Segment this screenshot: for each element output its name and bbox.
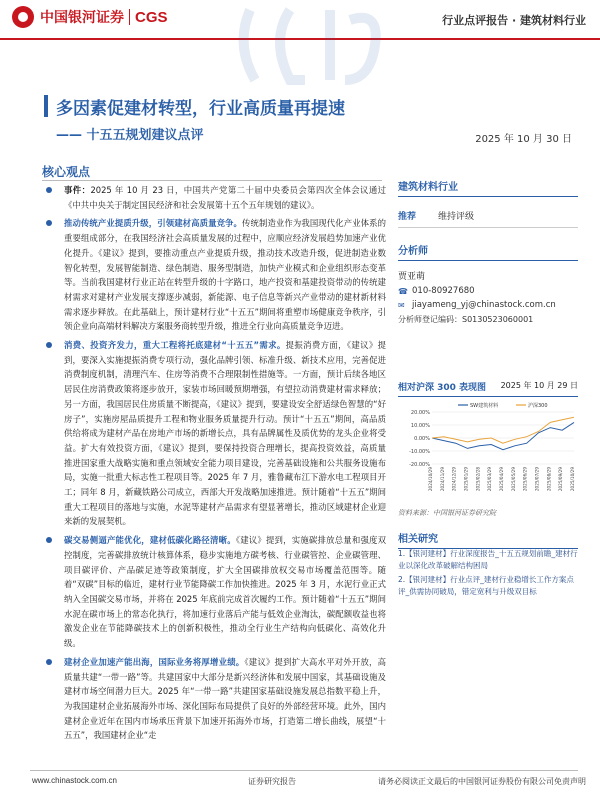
paragraph-text: 传统制造业作为我国现代化产业体系的重要组成部分，在我国经济社会高质量发展的过程中，应顺应经济发展趋势加速产业优化提升。《建议》提到，要推动重点产业提质升级，推动技术改造升级，促进制造业数智化转型，发展智能制造、绿色制造、服务型制造，加快产业模式和企业组织形态变革等。当前我国建材行业正站在转型升级的十字路口，地产投资和基建投资带动的传统建材需求对建材产业发展支撑逐步减弱，新能源、电子信息等新兴产业带动的建材新材料需求逐步释放。在此基础上，预计建材行业“十五五”期间将重塑市场健康竞争秩序，引领企业向高端材料解决方案服务商转型升级，推进全行业向高质量竞争迈进。: [64, 218, 387, 332]
chart-x-tick-label: 2025/07/29: [534, 467, 540, 492]
paragraph-lead: 消费、投资齐发力，重大工程将托底建材“十五五”需求。: [64, 340, 286, 351]
related-heading: 相关研究: [398, 530, 578, 549]
analyst-email[interactable]: jiayameng_yj@chinastock.com.cn: [412, 300, 556, 310]
core-view-body: [42, 183, 386, 747]
chart-x-tick-label: 2024/12/29: [451, 467, 457, 492]
logo-separator: [129, 9, 130, 25]
chart-x-tick-label: 2025/08/29: [546, 467, 552, 492]
chart-date: 2025 年 10 月 29 日: [500, 381, 578, 390]
related-list: [398, 548, 580, 600]
rating-row: [398, 203, 578, 228]
industry-heading: 建筑材料行业: [398, 178, 578, 197]
email-icon: ✉: [398, 300, 405, 310]
related-item[interactable]: 1.【银河建材】行业深度报告_十五五规划前瞻_建材行业以深化改革破解结构困局: [398, 549, 578, 570]
related-item[interactable]: 2.【银河建材】行业点评_建材行业稳增长工作方案点评_供需协同破局，错定宽利与升级双目标: [398, 575, 574, 596]
title-accent-bar: [44, 95, 48, 117]
core-view-heading: 核心观点: [42, 165, 91, 179]
rating-value: 维持评级: [438, 212, 475, 222]
rating-label: 推荐: [398, 212, 417, 222]
company-logo: [12, 6, 168, 28]
core-paragraph: [42, 338, 386, 529]
chart-x-tick-label: 2025/01/29: [463, 467, 469, 492]
core-paragraph: [42, 655, 386, 743]
footer-divider: [30, 770, 578, 771]
chart-x-tick-label: 2025/04/29: [499, 467, 504, 492]
core-paragraph: [42, 216, 386, 334]
chart-x-tick-label: 2025/02/28: [475, 467, 481, 492]
chart-x-tick-label: 2025/05/29: [510, 467, 516, 492]
brand-en: CGS: [135, 8, 168, 26]
chart-header: [398, 380, 578, 397]
footer-website[interactable]: www.chinastock.com.cn: [32, 776, 117, 785]
paragraph-text: 提振消费方面，《建议》提到，要深入实施提振消费专项行动，强化品牌引领、标准升级、新技术应用，完善促进消费制度机制，清理汽车、住房等消费不合理限制性措施等。一方面，预计后续各地区居民住房消费政策将逐步放开，家装市场回暖预期增强，有望拉动消费建材需求释放；另一方面，我国居民住房质量不断提高，《建议》提到，要建设安全舒适绿色智慧的“好房子”，实施房屋品质提升工程和物业服务质量提升行动。预计“十五五”期间，高品质供给将成为建材产品在房地产市场的新增长点，具有品牌属性及质优势的龙头企业将受益。扩大有效投资方面，《建议》提到，要保持投资合理增长，提高投资效益，高质量推进国家重大战略实施和重点领域安全能力项目建设，完善基础设施和公共服务设施布局，实施一批重大标志性工程项目等。2025 年 7 月，雅鲁藏布江下游水电工程项目开工；同年 8 月，新藏铁路公司成立，西部大开发战略加速推进。预计随着“十五五”期间重大工程项目的落地与实施，水泥等建材产品需求有望显著增长，推动区域建材企业迎来新的发展契机。: [64, 340, 386, 527]
paragraph-lead: 建材企业加速产能出海，国际业务将厚增业绩。: [64, 656, 245, 667]
analyst-heading: 分析师: [398, 242, 578, 261]
bullet-icon: [46, 220, 52, 226]
core-paragraph: [42, 183, 386, 212]
report-type-label: 行业点评报告 · 建筑材料行业: [442, 14, 586, 27]
bullet-icon: [46, 659, 52, 665]
paragraph-text: 《建议》提到，实施碳排放总量和强度双控制度，完善碳排放统计核算体系，稳步实施地方碳考核、行业碳管控、企业碳管理、项目碳评价、产品碳足迹等政策制度，扩大全国碳排放权交易市场覆盖范围等。随着“双碳”目标的临近，建材行业节能降碳工作加快推进。2025 年 3 月，水泥行业正式纳入全国碳交易市场，并将在 2025 年底前完成首次履约工作。预计随着“十五五”期间水泥在碳市场上的常态化执行，将加速行业落后产能与低效企业淘汰，碳配额收益也将激发企业在节能降碳技术上的创新积极性，推动全行业生产结构向低碳化、高效化升级。: [64, 535, 386, 649]
footer-doc-type: 证券研究报告: [248, 777, 296, 786]
paragraph-text: 《建议》提到扩大高水平对外开放，高质量共建“一带一路”等。共建国家中大部分是新兴经济体和发展中国家，其基础设施及建材市场空间潜力巨大。2025 年“一带一路”共建国家基础设施发展总指数平稳上升，为我国建材企业拓展海外市场、深化国际布局提供了良好的外部经营环境。此外，国内建材企业近年在国内市场承压背景下加速开拓海外市场，打造第二增长曲线，展望“十五五”，我国建材企业“走: [64, 656, 387, 741]
watermark-graphic-icon: [230, 0, 390, 90]
chart-y-tick-label: 10.00%: [410, 423, 430, 429]
chart-series-line: [432, 417, 574, 443]
chart-series-line: [432, 422, 574, 449]
chart-legend-label: 沪深300: [528, 403, 548, 409]
chart-y-tick-label: -20.00%: [409, 462, 430, 468]
chart-legend-label: SW建筑材料: [470, 403, 499, 409]
report-title: 多因素促建材转型，行业高质量再提速: [56, 99, 345, 119]
report-subtitle: —— 十五五规划建议点评: [56, 128, 204, 143]
chart-source: 资料来源：中国银河证券研究院: [398, 509, 496, 517]
chart-x-tick-label: 2025/06/29: [522, 467, 528, 492]
chart-x-tick-label: 2025/09/29: [558, 467, 564, 492]
paragraph-lead: 推动传统产业提质升级，引领建材高质量竞争。: [64, 218, 243, 229]
analyst-registration: 分析师登记编码：S0130523060001: [398, 315, 534, 324]
chart-title: 相对沪深 300 表现图: [398, 383, 487, 393]
analyst-name: 贾亚萌: [398, 272, 426, 282]
chart-x-tick-label: 2025/03/29: [487, 467, 493, 492]
core-paragraph: [42, 533, 386, 651]
analyst-phone-row: [398, 286, 578, 296]
core-view-divider: [42, 180, 382, 181]
analyst-email-row: [398, 300, 578, 310]
chart-y-tick-label: -10.00%: [409, 449, 430, 455]
analyst-phone: 010-80927680: [412, 286, 475, 296]
bullet-icon: [46, 537, 52, 543]
footer-disclaimer: 请务必阅读正文最后的中国银河证券股份有限公司免责声明: [378, 777, 586, 786]
logo-mark-icon: [12, 6, 34, 28]
paragraph-lead: 碳交易侧逼产能优化，建材低碳化路径清晰。: [64, 535, 236, 546]
bullet-icon: [46, 187, 52, 193]
brand-cn: 中国银河证券: [40, 10, 124, 26]
paragraph-lead: 事件：: [64, 185, 91, 195]
bullet-icon: [46, 342, 52, 348]
phone-icon: ☎: [398, 286, 408, 296]
performance-chart: [398, 398, 578, 506]
sidebar: [398, 178, 578, 325]
paragraph-text: 2025 年 10 月 23 日，中国共产党第二十届中央委员会第四次全体会议通过《中共中央关于制定国民经济和社会发展第十五个五年规划的建议》。: [64, 185, 387, 210]
chart-x-tick-label: 2024/10/29: [428, 467, 433, 492]
chart-x-tick-label: 2024/11/29: [439, 467, 445, 492]
report-date: 2025 年 10 月 30 日: [475, 134, 572, 145]
chart-y-tick-label: 20.00%: [410, 410, 430, 416]
chart-y-tick-label: 0.00%: [414, 436, 430, 442]
chart-x-tick-label: 2025/10/29: [570, 467, 575, 492]
